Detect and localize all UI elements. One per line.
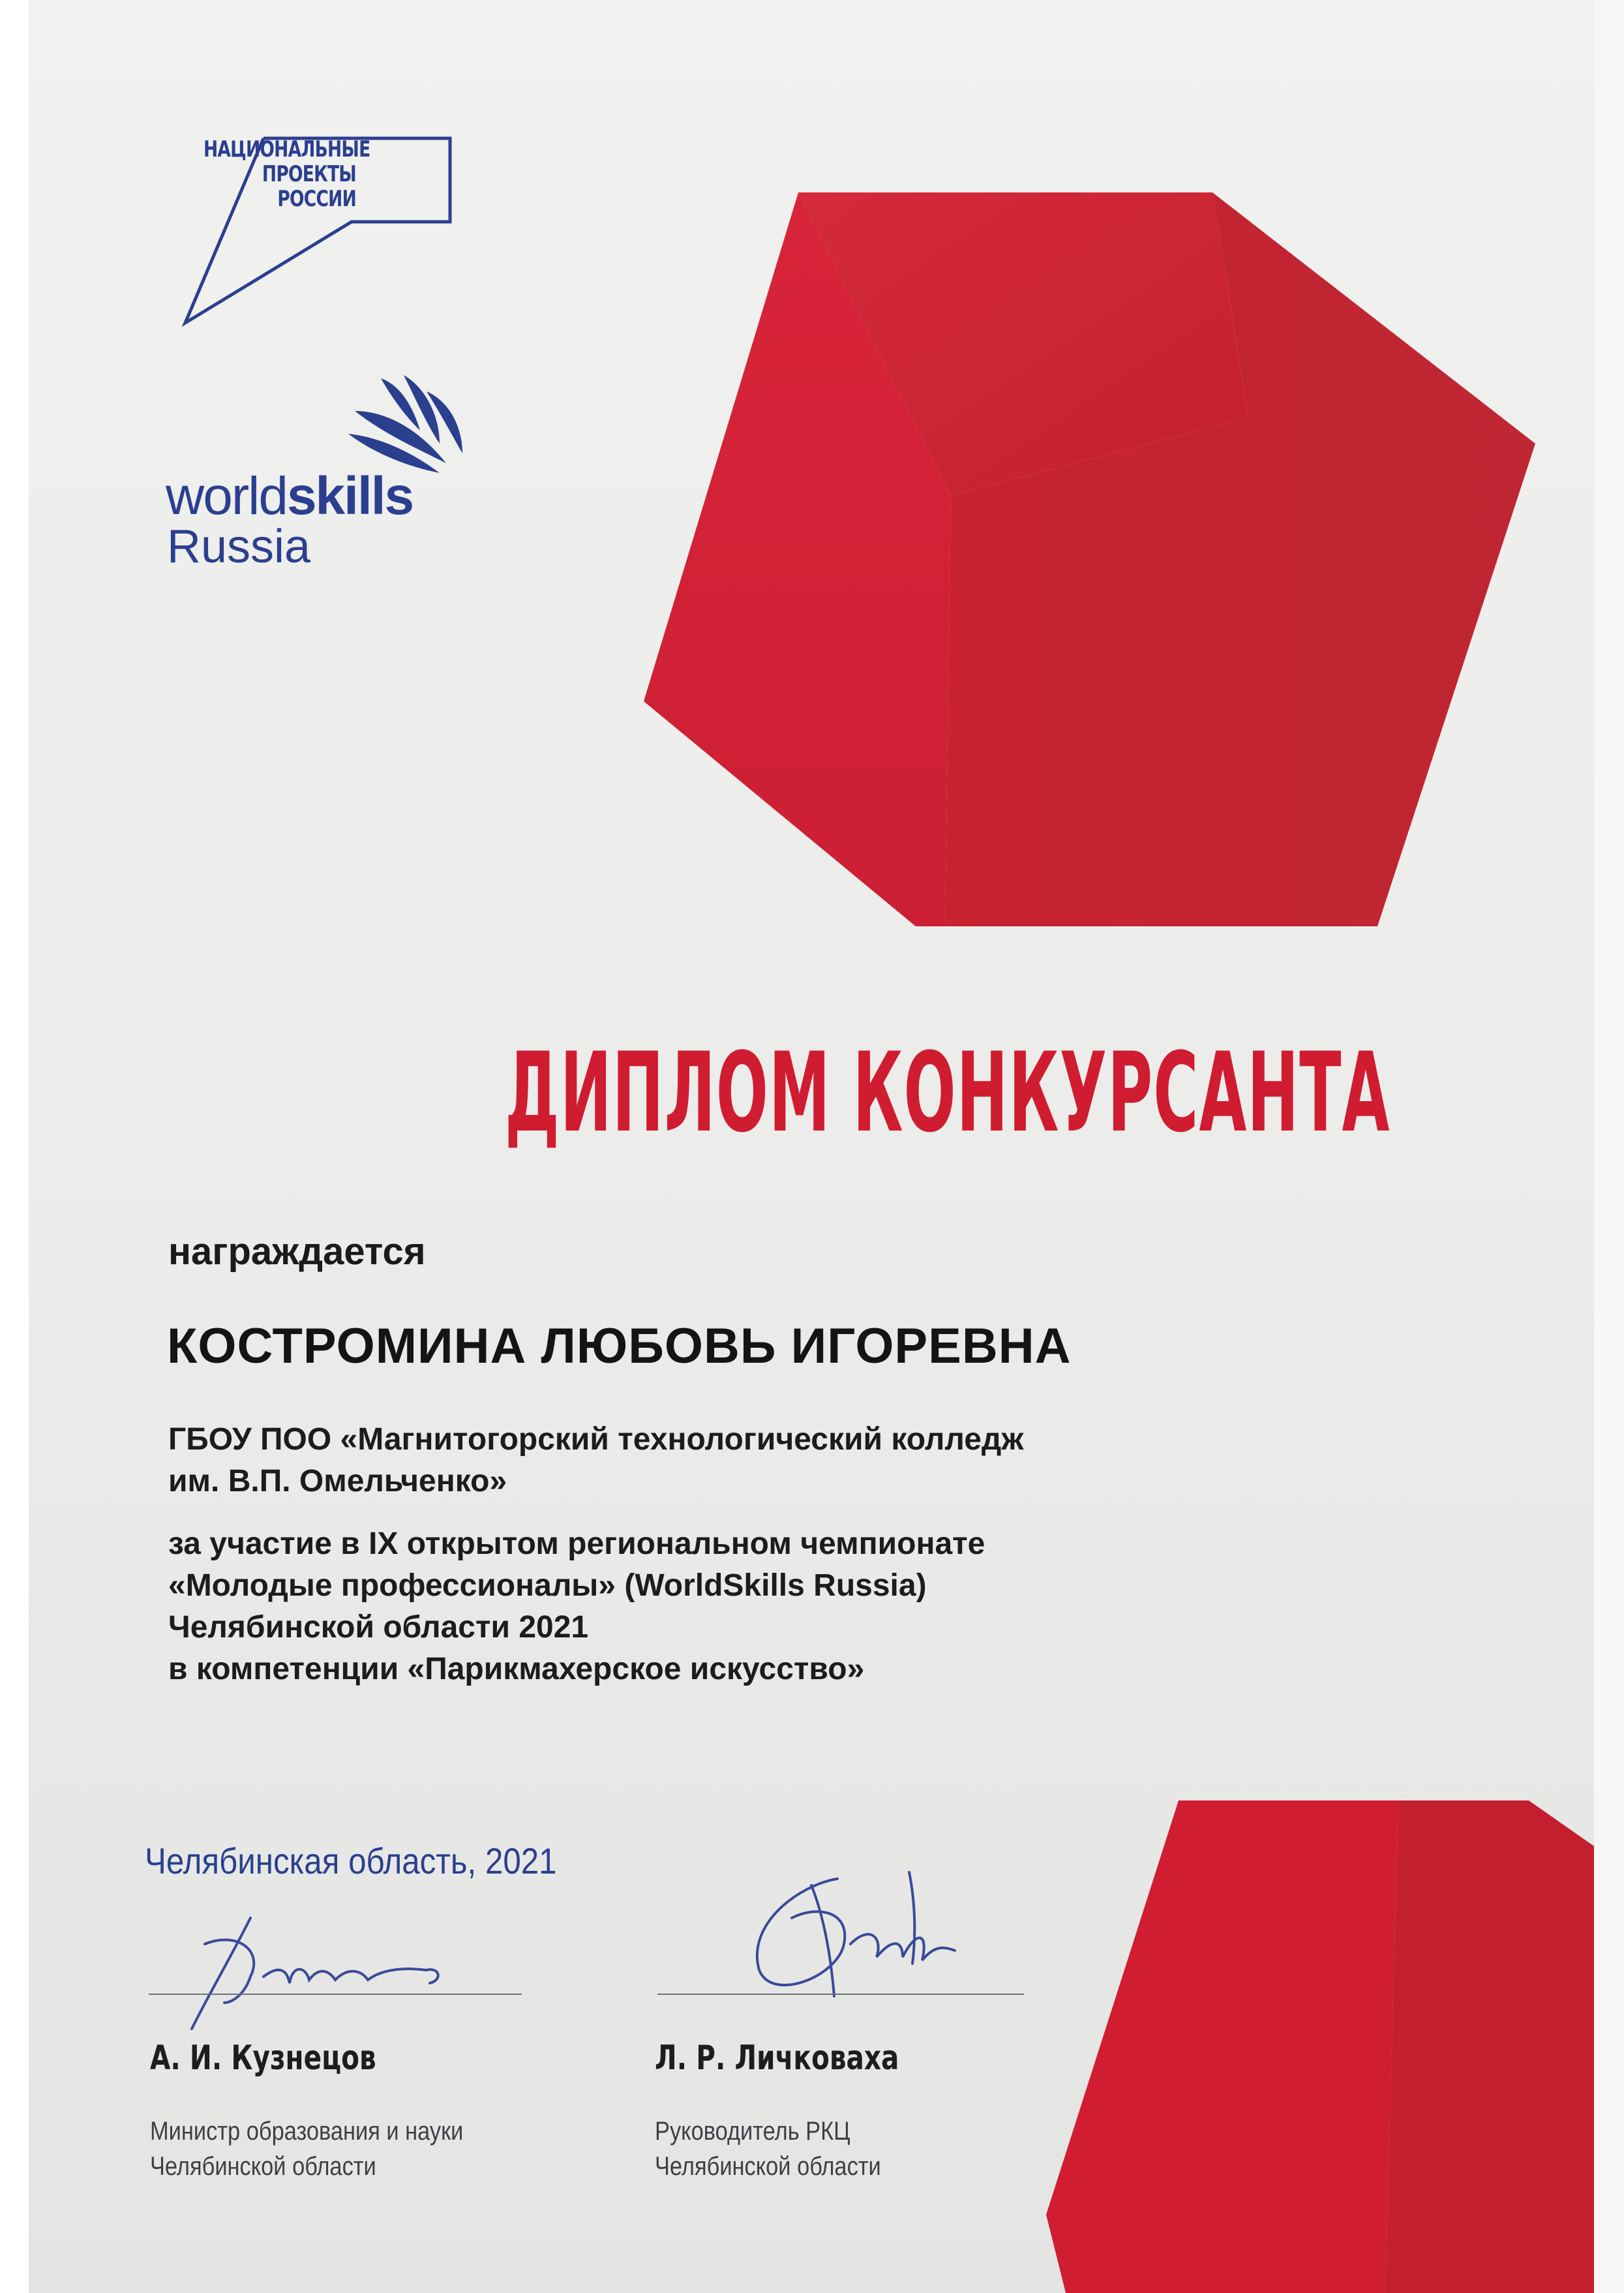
signature-line-2 (657, 1994, 1024, 1995)
recipient-name: КОСТРОМИНА ЛЮБОВЬ ИГОРЕВНА (167, 1318, 1072, 1374)
lower-cube-right (1385, 1800, 1594, 2293)
np-line-3: РОССИИ (277, 186, 356, 212)
worldskills-logo (166, 372, 472, 581)
signatory-name-1: А. И. Кузнецов (150, 2039, 376, 2078)
place-year: Челябинская область, 2021 (145, 1840, 557, 1881)
organization-line: им. В.П. Омельченко» (168, 1464, 507, 1498)
description-line: в компетенции «Парикмахерское искусство» (168, 1652, 865, 1686)
role-line: Руководитель РКЦ (655, 2117, 850, 2146)
role-line: Челябинской области (150, 2152, 376, 2181)
organization-line: ГБОУ ПОО «Магнитогорский технологический колледж (168, 1422, 1024, 1457)
diploma-title: ДИПЛОМ КОНКУРСАНТА (505, 1029, 1391, 1157)
worldskills-swirl-icon (342, 372, 472, 476)
np-line-2: ПРОЕКТЫ (262, 161, 356, 187)
worldskills-country: Russia (167, 521, 311, 573)
lower-cube-left (1046, 1800, 1398, 2293)
signature-kuznetsov (153, 1905, 492, 2035)
page-edge (1594, 0, 1624, 2293)
worldskills-word-light: world (166, 466, 287, 526)
award-description (168, 1523, 985, 1690)
signatory-role-2 (655, 2114, 881, 2184)
description-line: «Молодые профессионалы» (WorldSkills Russia) (168, 1568, 927, 1603)
description-line: за участие в IX открытом региональном чемпионате (168, 1526, 985, 1561)
role-line: Челябинской области (655, 2152, 881, 2181)
signature-line-1 (149, 1994, 522, 1995)
signatory-role-1 (150, 2114, 463, 2184)
signature-lichkovakha (720, 1866, 981, 2003)
np-line-1: НАЦИОНАЛЬНЫЕ (203, 136, 370, 162)
signatory-name-2: Л. Р. Личковаха (655, 2039, 899, 2078)
national-projects-logo (153, 130, 466, 333)
diploma-sheet (29, 0, 1594, 2293)
organization (168, 1419, 1023, 1502)
description-line: Челябинской области 2021 (168, 1610, 589, 1645)
worldskills-word-bold: skills (286, 466, 414, 526)
role-line: Министр образования и науки (150, 2117, 464, 2146)
awarded-label: награждается (168, 1230, 426, 1273)
